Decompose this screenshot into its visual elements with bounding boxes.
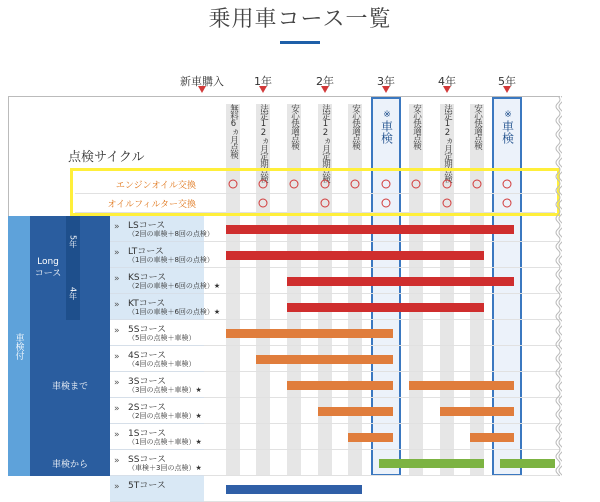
course-name: LTコース [128,247,164,257]
course-name: 5Tコース [128,481,166,491]
column-stripe [348,104,362,476]
course-period-bar [287,303,484,312]
course-period-bar [379,459,484,468]
row-divider [204,397,560,398]
timeline-arrow-icon [198,86,206,93]
group-shakenkara: 車検から [30,450,110,476]
chevron-right-icon: » [114,274,120,284]
course-name: 4Sコース [128,351,166,361]
course-period-bar [226,225,514,234]
group-long-spacer [80,216,110,320]
column-stripe [409,104,423,476]
note-mark: ※ [383,110,391,120]
course-period-bar [226,329,393,338]
course-name: KTコース [128,299,166,309]
course-link[interactable] [110,476,204,502]
course-description: （1回の車検＋8回の点検） [128,256,214,264]
chevron-right-icon: » [114,300,120,310]
chevron-right-icon: » [114,248,120,258]
course-name: 2Sコース [128,403,166,413]
course-link[interactable] [110,372,204,398]
timeline-arrow-icon [259,86,267,93]
chevron-right-icon: » [114,430,120,440]
row-divider [204,319,560,320]
note-mark: ※ [504,110,512,120]
shaken-column-highlight [492,97,522,476]
group-4years: 4年 [66,268,80,320]
course-period-bar [318,407,393,416]
course-description: （2回の車検＋8回の点検） [128,230,214,238]
course-period-bar [226,251,484,260]
course-name: KSコース [128,273,167,283]
course-link[interactable] [110,268,221,294]
course-link[interactable] [110,294,221,320]
cycle-label: 点検サイクル [68,150,145,165]
maintenance-highlight-box [70,168,560,216]
column-stripe [470,104,484,476]
course-period-bar [409,381,514,390]
row-divider [204,345,560,346]
row-divider [204,449,560,450]
course-description: （1回の車検＋6回の点検）★ [128,308,221,316]
course-link[interactable] [110,398,204,424]
column-header: 安心快適点検 [411,104,422,149]
column-header: 法定12ヵ月定期点検 [320,104,331,182]
row-divider [204,241,560,242]
group-long-line1: Long [37,257,59,267]
row-divider [204,293,560,294]
timeline-label: 2年 [316,75,334,88]
chevron-right-icon: » [114,404,120,414]
column-header: 車検 [379,120,394,144]
column-header: 車検 [500,120,515,144]
chevron-right-icon: » [114,456,120,466]
course-link[interactable] [110,320,204,346]
course-description: （2回の点検＋車検）★ [128,412,202,420]
course-name: SSコース [128,455,166,465]
chevron-right-icon: » [114,378,120,388]
course-name: 1Sコース [128,429,166,439]
table-top-border [8,96,560,97]
timeline-label: 4年 [438,75,456,88]
course-name: 5Sコース [128,325,166,335]
course-link[interactable] [110,216,214,242]
column-stripe [287,104,301,476]
group-shakentsuki: 車検付 [8,216,30,476]
course-period-bar [470,433,514,442]
course-description: （4回の点検＋車検） [128,360,196,368]
chevron-right-icon: » [114,482,120,492]
course-period-bar [348,433,393,442]
course-period-bar [256,355,393,364]
timeline-label: 新車購入 [180,75,224,88]
column-header: 安心快適点検 [472,104,483,149]
timeline-arrow-icon [443,86,451,93]
timeline-label: 3年 [377,75,395,88]
row-divider [204,423,560,424]
chevron-right-icon: » [114,352,120,362]
chevron-right-icon: » [114,326,120,336]
timeline-label: 5年 [498,75,516,88]
timeline-arrow-icon [321,86,329,93]
course-period-bar [226,485,362,494]
course-name: 3Sコース [128,377,166,387]
column-stripe [226,104,240,476]
course-description: （3回の点検＋車検）★ [128,386,202,394]
row-divider [204,267,560,268]
course-period-bar [440,407,514,416]
group-long-line2: コース [34,269,62,279]
course-period-bar [500,459,555,468]
group-long [30,216,66,320]
timeline-arrow-icon [382,86,390,93]
course-link[interactable] [110,450,204,476]
row-divider [204,371,560,372]
course-link[interactable] [110,424,204,450]
course-description: （車検＋3回の点検）★ [128,464,202,472]
column-header: 安心快適点検 [289,104,300,149]
maintenance-label: オイルフィルター交換 [107,200,196,210]
timeline-label: 1年 [254,75,272,88]
column-header: 安心快適点検 [350,104,361,149]
shaken-column-highlight [371,97,401,476]
column-header: 法定12ヵ月定期点検 [442,104,453,182]
course-description: （1回の点検＋車検）★ [128,438,202,446]
page-title: 乗用車コース一覧 [208,7,392,32]
maintenance-label: エンジンオイル交換 [115,181,196,191]
timeline-arrow-icon [503,86,511,93]
course-period-bar [287,277,514,286]
wavy-edge-icon [552,96,562,476]
chevron-right-icon: » [114,222,120,232]
group-shakenmade: 車検まで [30,320,110,450]
course-description: （5回の点検＋車検） [128,334,196,342]
course-period-bar [287,381,393,390]
column-header: 無料6ヵ月点検 [228,104,239,158]
course-link[interactable] [110,242,214,268]
column-header: 法定12ヵ月定期点検 [258,104,269,182]
course-name: LSコース [128,221,166,231]
course-link[interactable] [110,346,204,372]
course-description: （2回の車検＋6回の点検）★ [128,282,221,290]
group-5years: 5年 [66,216,80,268]
